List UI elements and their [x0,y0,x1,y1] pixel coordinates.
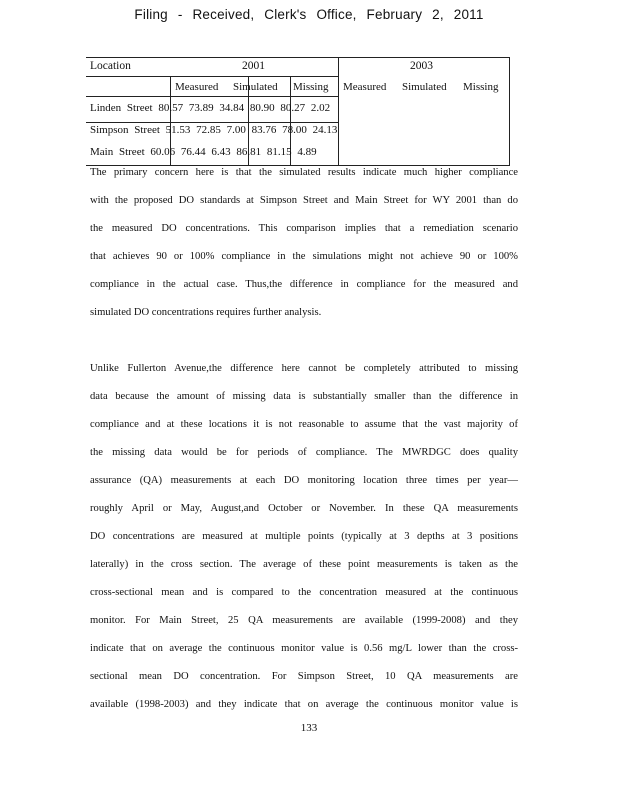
subheader-measured-2003: Measured [343,81,387,93]
subheader-missing: Missing [293,81,329,93]
table-border-2001 [86,76,338,77]
paragraph-2-line: sectional mean DO concentration. For Simpson Street, 10 QA measurements are [90,671,518,682]
page-header: Filing - Received, Clerk's Office, February 2, 2011 [134,7,484,22]
subheader-measured: Measured [175,81,219,93]
paragraph-1-line: the measured DO concentrations. This comparison implies that a remediation scenario [90,223,518,234]
paragraph-1-line: The primary concern here is that the simulated results indicate much higher compliance [90,167,518,178]
paragraph-2-line: DO concentrations are measured at multiple points (typically at 3 depths at 3 positions [90,531,518,542]
paragraph-2-line: indicate that on average the continuous monitor value is 0.56 mg/L lower than the cross- [90,643,518,654]
table-border-top [86,57,510,58]
subheader-simulated-2003: Simulated [402,81,447,93]
paragraph-2-line: data because the amount of missing data is substantially smaller than the difference in [90,391,518,402]
paragraph-2-line: available (1998-2003) and they indicate that on average the continuous monitor value is [90,699,518,710]
paragraph-2-line: laterally) in the cross section. The average of these point measurements is taken as the [90,559,518,570]
paragraph-2-line: roughly April or May, August,and October or November. In these QA measurements [90,503,518,514]
paragraph-2-line: compliance and at these locations it is not reasonable to assume that the vast majority of [90,419,518,430]
table-border-row1 [86,122,338,123]
subheader-missing-2003: Missing [463,81,499,93]
table-border-subheader [86,96,338,97]
paragraph-2-line: cross-sectional mean and is compared to the concentration measured at the continuous [90,587,518,598]
table-row-main: Main Street 60.06 76.44 6.43 86.81 81.15 4.89 [90,146,317,158]
table-col-divider-5 [509,57,510,165]
paragraph-1-line: simulated DO concentrations requires further analysis. [90,307,322,318]
paragraph-2-line: the missing data would be for periods of compliance. The MWRDGC does quality [90,447,518,458]
table-col-divider-4 [338,57,339,165]
paragraph-1-line: that achieves 90 or 100% compliance in the simulations might not achieve 90 or 100% [90,251,518,262]
page-number: 133 [300,722,318,734]
table-row-simpson: Simpson Street 51.53 72.85 7.00 83.76 78.00 24.13 [90,124,338,136]
year-2001-header: 2001 [242,60,265,72]
table-row-linden: Linden Street 80.57 73.89 34.84 80.90 80.27 2.02 [90,102,331,114]
year-2003-header: 2003 [410,60,433,72]
paragraph-2-line: Unlike Fullerton Avenue,the difference here cannot be completely attributed to missing [90,363,518,374]
compliance-table [86,57,510,167]
subheader-simulated: Simulated [233,81,278,93]
paragraph-1-line: compliance in the actual case. Thus,the difference in compliance for the measured and [90,279,518,290]
paragraph-1-line: with the proposed DO standards at Simpson Street and Main Street for WY 2001 than do [90,195,518,206]
paragraph-2-line: monitor. For Main Street, 25 QA measurements are available (1999-2008) and they [90,615,518,626]
paragraph-2-line: assurance (QA) measurements at each DO monitoring location three times per year— [90,475,518,486]
location-header: Location [90,60,131,72]
